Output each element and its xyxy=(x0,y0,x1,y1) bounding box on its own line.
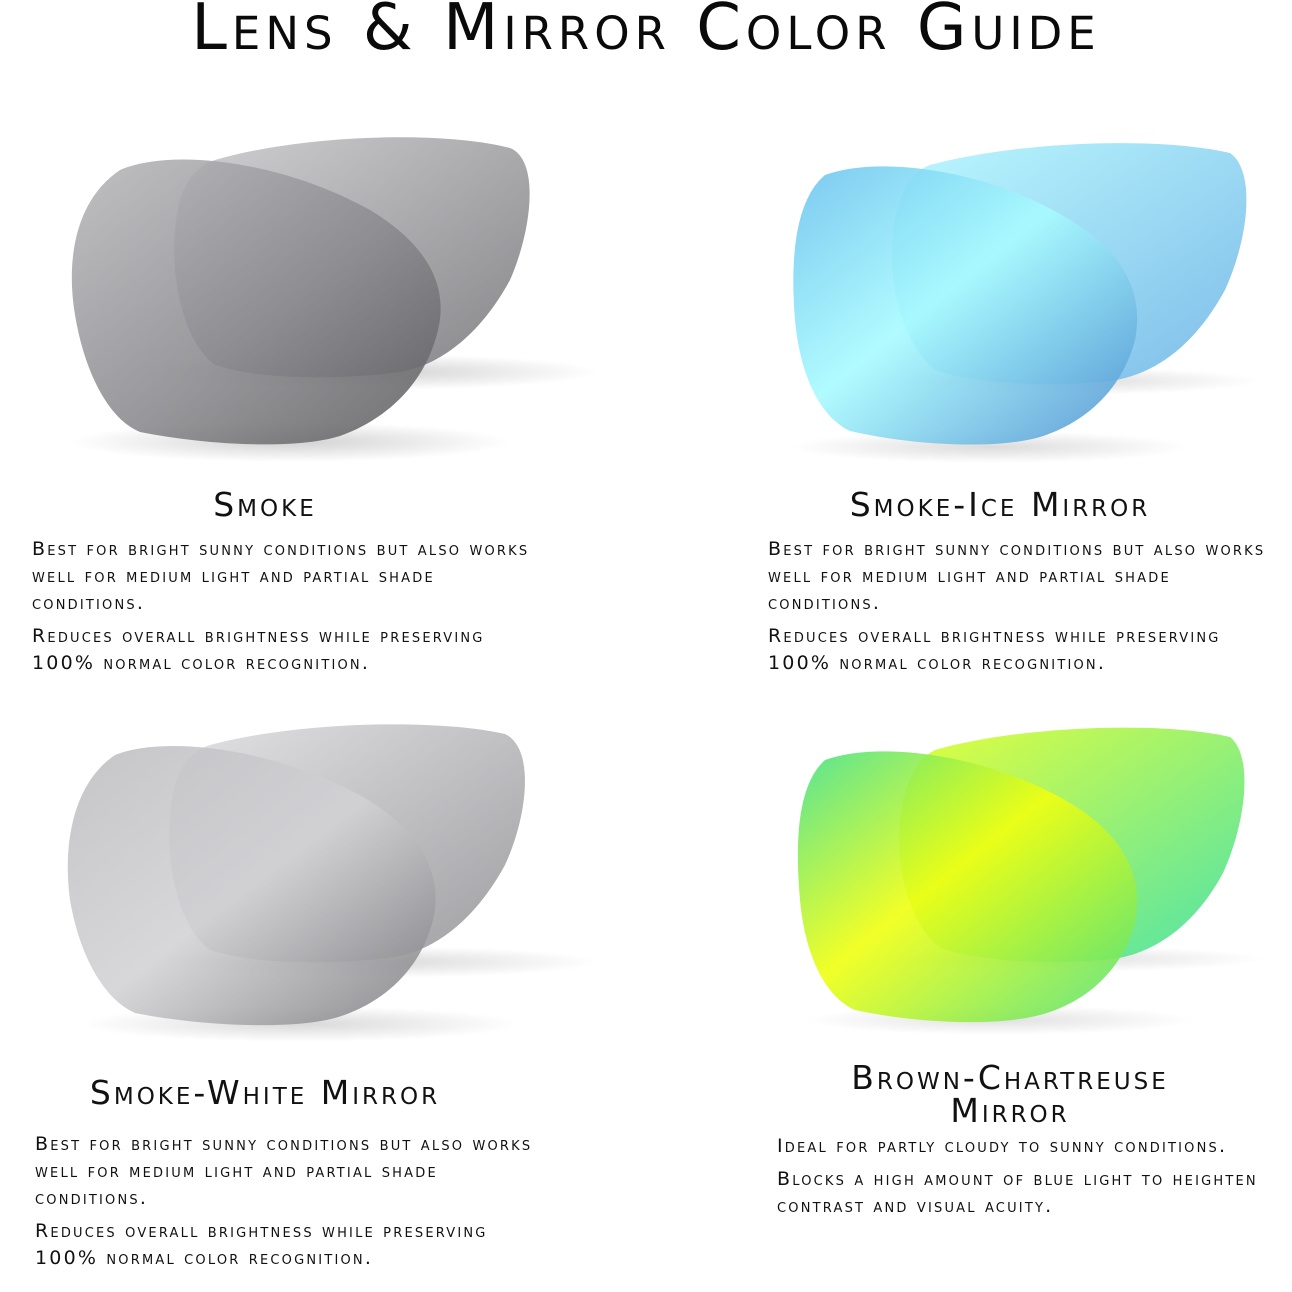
lens-name-smoke: Smoke xyxy=(213,485,317,524)
smoke-lens-image xyxy=(40,120,600,480)
lens-description-line: Ideal for partly cloudy to sunny conditions. xyxy=(777,1135,1228,1157)
lens-description-line: Reduces overall brightness while preserving 100% normal color recognition. xyxy=(35,1220,488,1269)
lens-description-line: Reduces overall brightness while preserving 100% normal color recognition. xyxy=(768,625,1221,674)
lens-description-line: Blocks a high amount of blue light to heighten contrast and visual acuity. xyxy=(777,1168,1258,1217)
smoke-ice-mirror-lens-image xyxy=(770,125,1270,465)
lens-description-line: Best for bright sunny conditions but also works well for medium light and partial shade conditions. xyxy=(768,538,1266,614)
smoke-white-mirror-lens-image xyxy=(40,710,600,1050)
brown-chartreuse-mirror-lens-image xyxy=(775,715,1275,1045)
lens-description-smoke xyxy=(32,536,532,683)
lens-description-brown-chartreuse-mirror xyxy=(777,1133,1267,1226)
lens-description-smoke-ice-mirror xyxy=(768,536,1268,683)
lens-description-line: Best for bright sunny conditions but also works well for medium light and partial shade conditions. xyxy=(32,538,530,614)
lens-description-smoke-white-mirror xyxy=(35,1131,535,1278)
lens-name-brown-chartreuse-mirror: Brown-Chartreuse Mirror xyxy=(851,1058,1169,1130)
lens-name-smoke-white-mirror: Smoke-White Mirror xyxy=(89,1073,441,1112)
page-title: Lens & Mirror Color Guide xyxy=(191,0,1101,65)
lens-description-line: Reduces overall brightness while preserving 100% normal color recognition. xyxy=(32,625,485,674)
lens-description-line: Best for bright sunny conditions but also works well for medium light and partial shade conditions. xyxy=(35,1133,533,1209)
lens-name-smoke-ice-mirror: Smoke-Ice Mirror xyxy=(849,485,1151,524)
